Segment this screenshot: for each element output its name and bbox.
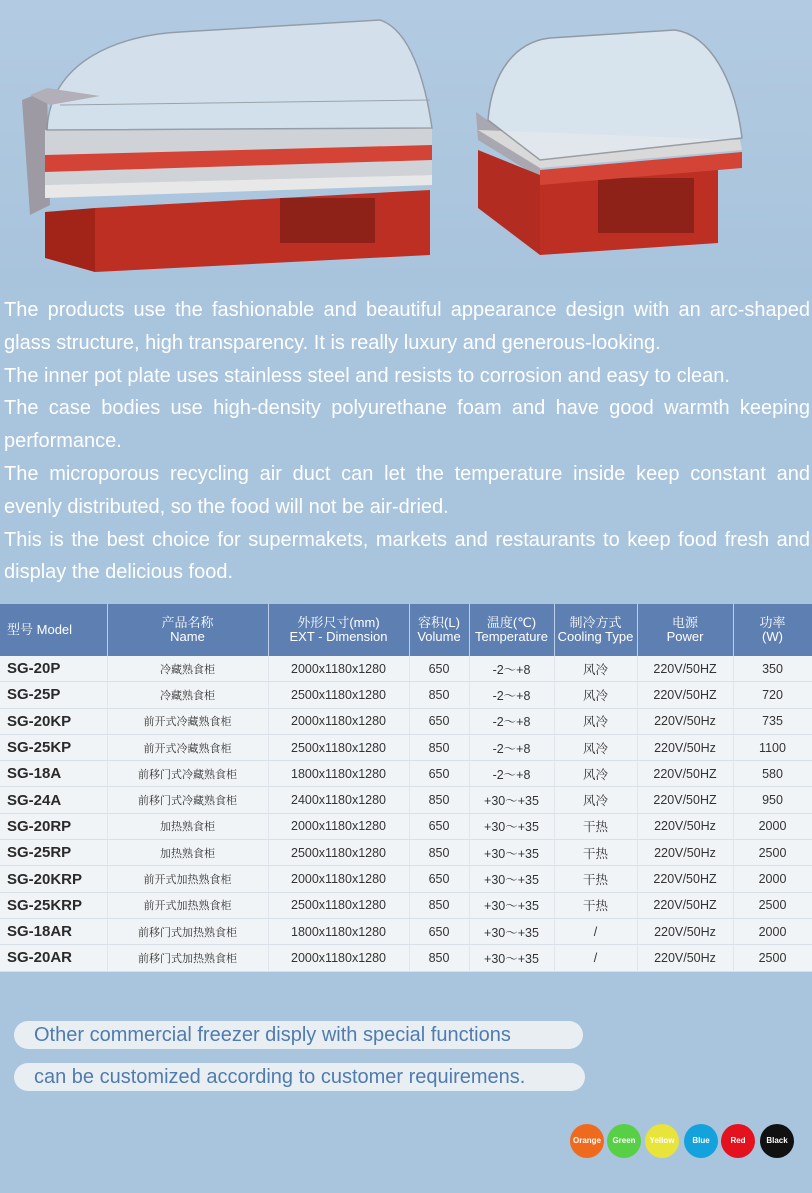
table-row: [0, 734, 812, 760]
custom-note-line-2: can be customized according to customer requiremens.: [14, 1063, 585, 1091]
header-model: 型号 Model: [0, 604, 107, 656]
cell-volume: 850: [409, 787, 469, 813]
cell-volume: 850: [409, 945, 469, 971]
color-swatch-blue[interactable]: Blue: [684, 1124, 718, 1158]
description-paragraph: The products use the fashionable and beautiful appearance design with an arc-shaped glass structure, high transparency. It is really luxury and generous-looking.: [4, 299, 810, 354]
cell-wattage: 2500: [733, 945, 812, 971]
cell-wattage: 2000: [733, 866, 812, 892]
cell-cooling-type: 风冷: [554, 761, 637, 787]
table-row: [0, 945, 812, 971]
description-paragraph: The microporous recycling air duct can let the temperature inside keep constant and evenly distributed, so the food will not be air-dried.: [4, 462, 810, 518]
cell-cooling-type: /: [554, 918, 637, 944]
cell-name: 前移门式加热熟食柜: [107, 918, 268, 944]
cell-power: 220V/50Hz: [637, 918, 733, 944]
cell-dimension: 1800x1180x1280: [268, 761, 409, 787]
cell-dimension: 2000x1180x1280: [268, 945, 409, 971]
cell-name: 冷藏熟食柜: [107, 682, 268, 708]
custom-note-line-1: Other commercial freezer disply with special functions: [14, 1021, 583, 1049]
table-row: [0, 656, 812, 682]
cell-temperature: -2～+8: [469, 761, 554, 787]
cell-name: 加热熟食柜: [107, 813, 268, 839]
cell-name: 前移门式冷藏熟食柜: [107, 761, 268, 787]
product-photos: [0, 0, 812, 288]
cell-model: SG-25RP: [0, 840, 107, 866]
cell-dimension: 2400x1180x1280: [268, 787, 409, 813]
cell-name: 前移门式冷藏熟食柜: [107, 787, 268, 813]
color-swatch-green[interactable]: Green: [607, 1124, 641, 1158]
cell-temperature: +30～+35: [469, 840, 554, 866]
description-paragraph: This is the best choice for supermakets, markets and restaurants to keep food fresh and display the delicious food.: [4, 528, 810, 584]
description-paragraph: The inner pot plate uses stainless steel and resists to corrosion and easy to clean.: [4, 364, 730, 387]
cell-volume: 850: [409, 892, 469, 918]
cell-name: 加热熟食柜: [107, 840, 268, 866]
table-header-row: [0, 604, 812, 656]
cell-model: SG-18A: [0, 761, 107, 787]
cell-dimension: 2500x1180x1280: [268, 734, 409, 760]
cell-dimension: 1800x1180x1280: [268, 918, 409, 944]
cell-name: 前开式冷藏熟食柜: [107, 708, 268, 734]
cell-model: SG-20RP: [0, 813, 107, 839]
cell-dimension: 2000x1180x1280: [268, 813, 409, 839]
cell-model: SG-24A: [0, 787, 107, 813]
cell-model: SG-20AR: [0, 945, 107, 971]
header-power: 电源 Power: [637, 604, 733, 656]
cell-power: 220V/50HZ: [637, 656, 733, 682]
cell-wattage: 580: [733, 761, 812, 787]
description-paragraph: The case bodies use high-density polyurethane foam and have good warmth keeping performance.: [4, 397, 810, 453]
cell-temperature: +30～+35: [469, 918, 554, 944]
color-swatch-yellow[interactable]: Yellow: [645, 1124, 679, 1158]
cell-wattage: 1100: [733, 734, 812, 760]
cell-power: 220V/50Hz: [637, 945, 733, 971]
cell-dimension: 2500x1180x1280: [268, 892, 409, 918]
cell-wattage: 2000: [733, 813, 812, 839]
cell-volume: 850: [409, 682, 469, 708]
cell-model: SG-18AR: [0, 918, 107, 944]
cell-dimension: 2500x1180x1280: [268, 840, 409, 866]
table-row: [0, 813, 812, 839]
header-name: 产品名称 Name: [107, 604, 268, 656]
cell-temperature: +30～+35: [469, 892, 554, 918]
cell-volume: 850: [409, 734, 469, 760]
color-swatch-orange[interactable]: Orange: [570, 1124, 604, 1158]
table-row: [0, 866, 812, 892]
cell-volume: 650: [409, 866, 469, 892]
table-row: [0, 682, 812, 708]
table-row: [0, 708, 812, 734]
table-row: [0, 892, 812, 918]
cell-name: 前移门式加热熟食柜: [107, 945, 268, 971]
cell-cooling-type: 风冷: [554, 682, 637, 708]
cell-cooling-type: /: [554, 945, 637, 971]
cell-wattage: 2500: [733, 840, 812, 866]
cell-model: SG-20KRP: [0, 866, 107, 892]
table-row: [0, 787, 812, 813]
cell-volume: 850: [409, 840, 469, 866]
cell-temperature: +30～+35: [469, 866, 554, 892]
cell-name: 前开式加热熟食柜: [107, 866, 268, 892]
cell-power: 220V/50HZ: [637, 866, 733, 892]
cell-cooling-type: 风冷: [554, 734, 637, 760]
cell-cooling-type: 风冷: [554, 787, 637, 813]
cell-model: SG-25KRP: [0, 892, 107, 918]
cell-power: 220V/50HZ: [637, 787, 733, 813]
cell-temperature: -2～+8: [469, 708, 554, 734]
cell-dimension: 2000x1180x1280: [268, 708, 409, 734]
spec-table-body: [0, 656, 812, 971]
display-case-left: [22, 20, 432, 272]
cell-temperature: -2～+8: [469, 734, 554, 760]
cell-volume: 650: [409, 761, 469, 787]
cell-dimension: 2000x1180x1280: [268, 866, 409, 892]
cell-cooling-type: 干热: [554, 840, 637, 866]
cell-name: 冷藏熟食柜: [107, 656, 268, 682]
display-case-images: [0, 0, 812, 288]
cell-cooling-type: 风冷: [554, 708, 637, 734]
color-swatch-red[interactable]: Red: [721, 1124, 755, 1158]
header-dimension: 外形尺寸(mm) EXT - Dimension: [268, 604, 409, 656]
display-case-right: [476, 30, 742, 255]
table-row: [0, 840, 812, 866]
cell-wattage: 2500: [733, 892, 812, 918]
cell-power: 220V/50Hz: [637, 813, 733, 839]
cell-volume: 650: [409, 656, 469, 682]
cell-model: SG-20KP: [0, 708, 107, 734]
cell-model: SG-20P: [0, 656, 107, 682]
header-volume: 容积(L) Volume: [409, 604, 469, 656]
cell-wattage: 950: [733, 787, 812, 813]
cell-cooling-type: 干热: [554, 892, 637, 918]
color-swatch-black[interactable]: Black: [760, 1124, 794, 1158]
cell-cooling-type: 干热: [554, 813, 637, 839]
cell-model: SG-25KP: [0, 734, 107, 760]
cell-volume: 650: [409, 708, 469, 734]
cell-power: 220V/50HZ: [637, 892, 733, 918]
cell-dimension: 2000x1180x1280: [268, 656, 409, 682]
cell-wattage: 720: [733, 682, 812, 708]
cell-name: 前开式冷藏熟食柜: [107, 734, 268, 760]
cell-power: 220V/50Hz: [637, 708, 733, 734]
cell-dimension: 2500x1180x1280: [268, 682, 409, 708]
table-row: [0, 918, 812, 944]
cell-volume: 650: [409, 918, 469, 944]
cell-power: 220V/50Hz: [637, 840, 733, 866]
spec-table: [0, 604, 812, 972]
cell-name: 前开式加热熟食柜: [107, 892, 268, 918]
cell-model: SG-25P: [0, 682, 107, 708]
cell-power: 220V/50Hz: [637, 734, 733, 760]
cell-temperature: -2～+8: [469, 682, 554, 708]
cell-power: 220V/50HZ: [637, 682, 733, 708]
cell-temperature: +30～+35: [469, 813, 554, 839]
cell-wattage: 350: [733, 656, 812, 682]
header-wattage: 功率 (W): [733, 604, 812, 656]
cell-temperature: +30～+35: [469, 787, 554, 813]
cell-cooling-type: 风冷: [554, 656, 637, 682]
table-row: [0, 761, 812, 787]
cell-wattage: 2000: [733, 918, 812, 944]
cell-wattage: 735: [733, 708, 812, 734]
product-description: [4, 294, 810, 589]
cell-volume: 650: [409, 813, 469, 839]
cell-cooling-type: 干热: [554, 866, 637, 892]
cell-power: 220V/50HZ: [637, 761, 733, 787]
cell-temperature: +30～+35: [469, 945, 554, 971]
cell-temperature: -2～+8: [469, 656, 554, 682]
header-temperature: 温度(℃) Temperature: [469, 604, 554, 656]
header-cooling-type: 制冷方式 Cooling Type: [554, 604, 637, 656]
